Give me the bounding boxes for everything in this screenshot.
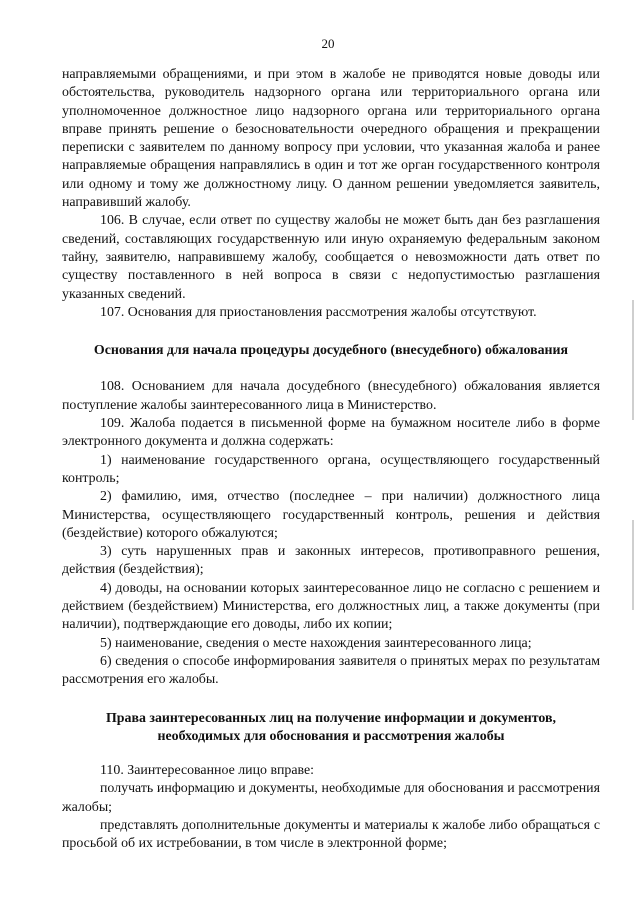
list-item-3: 3) суть нарушенных прав и законных интересов, противоправного решения, действия (бездействия); xyxy=(62,544,600,578)
rights-item-receive-info: получать информацию и документы, необходимые для обоснования и рассмотрения жалобы; xyxy=(62,781,600,815)
rights-item-submit-documents: представлять дополнительные документы и материалы к жалобе либо обращаться с просьбой об их истребовании, в том числе в электронной форме; xyxy=(62,817,600,852)
section-heading-rights-line1: Права заинтересованных лиц на получение информации и документов, xyxy=(105,710,557,726)
paragraph-107: 107. Основания для приостановления рассмотрения жалобы отсутствуют. xyxy=(100,304,537,320)
scan-edge-mark xyxy=(632,300,634,420)
paragraph-110: 110. Заинтересованное лицо вправе: xyxy=(100,763,315,779)
list-item-4: 4) доводы, на основании которых заинтересованное лицо не согласно с решением и действием (бездействием) Министерства, его должностных лиц, а также документы (при наличии), подтверждающие его доводы, либо их копии; xyxy=(62,580,600,633)
paragraph-continuation: направляемыми обращениями, и при этом в жалобе не приводятся новые доводы или обстоятельства, руководитель надзорного органа или территориального органа или уполномоченное должностное лицо надзорного органа или территориального органа вправе принять решение о безосновательности очередного обращения и прекращении переписки с заявителем по данному вопросу при условии, что указанная жалоба и ранее направляемые обращения направлялись в один и тот же орган государственного контроля или одному и тому же должностному лицу. О данном решении уведомляется заявитель, направивший жалобу. xyxy=(62,67,600,211)
list-item-5: 5) наименование, сведения о месте нахождения заинтересованного лица; xyxy=(100,635,532,651)
scan-edge-mark xyxy=(632,520,634,610)
section-heading-rights-line2: необходимых для обоснования и рассмотрения жалобы xyxy=(157,728,505,744)
list-item-1: 1) наименование государственного органа, осуществляющего государственный контроль; xyxy=(62,452,600,486)
section-heading-rights xyxy=(62,710,600,747)
paragraph-108: 108. Основанием для начала досудебного (внесудебного) обжалования является поступление жалобы заинтересованного лица в Министерство. xyxy=(62,379,600,413)
list-item-2: 2) фамилию, имя, отчество (последнее – при наличии) должностного лица Министерства, осуществляющего государственный контроль, решения и действия (бездействие) которого обжалуются; xyxy=(62,489,600,541)
paragraph-109: 109. Жалоба подается в письменной форме на бумажном носителе либо в форме электронного документа и должна содержать: xyxy=(62,416,600,450)
paragraph-106: 106. В случае, если ответ по существу жалобы не может быть дан без разглашения сведений, составляющих государственную или иную охраняемую федеральным законом тайну, заявителю, направившему жалобу, сообщается о невозможности дать ответ по существу поставленного в ней вопроса в связи с недопустимостью разглашения указанных сведений. xyxy=(62,213,600,302)
list-item-6: 6) сведения о способе информирования заявителя о принятых мерах по результатам рассмотрения его жалобы. xyxy=(62,653,600,688)
section-heading-appeal-grounds: Основания для начала процедуры досудебного (внесудебного) обжалования xyxy=(93,343,569,359)
page-number: 20 xyxy=(321,36,335,51)
